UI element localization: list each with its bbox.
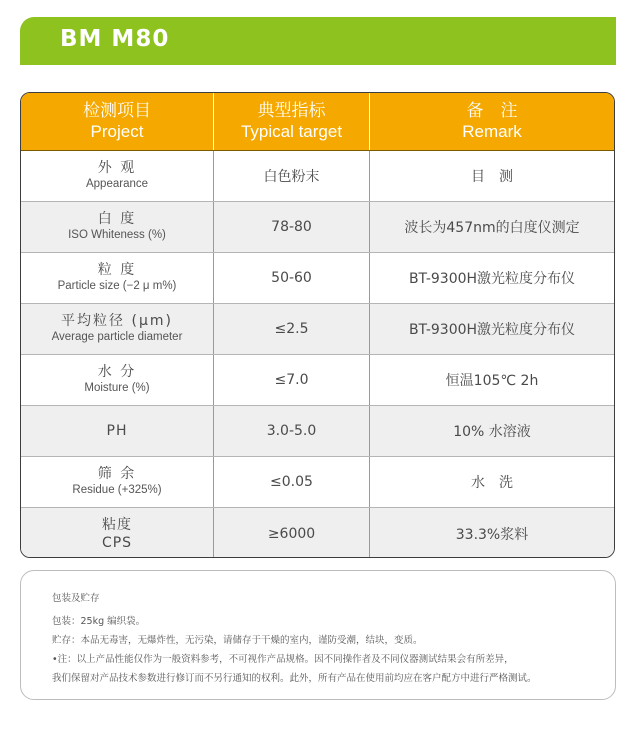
header-target [214,93,370,150]
header-target-zh: 典型指标 [257,100,326,121]
project-zh: 筛 余 [97,466,137,482]
remark-cell: 33.3%浆料 [455,526,529,543]
header-target-en: Typical target [240,121,343,141]
project-en: Average particle diameter [51,331,183,343]
remark-cell: 波长为457nm的白度仪测定 [404,220,580,236]
product-title: BM M80 [60,26,170,52]
packaging-notes [20,570,616,700]
target-cell: ≥6000 [214,508,370,558]
remark-cell: BT-9300H激光粒度分布仪 [408,271,576,287]
table-row [21,202,614,253]
project-zh: 平均粒径 (μm) [61,313,173,329]
table-row [21,457,614,508]
project-cell [21,406,214,456]
table-row [21,304,614,355]
remark-cell: BT-9300H激光粒度分布仪 [408,322,576,338]
project-en: Residue (+325%) [72,484,162,496]
header-remark-zh: 备 注 [466,100,518,121]
project-cell [21,253,214,303]
project-zh: PH [106,423,128,439]
target-cell: ≤2.5 [214,304,370,354]
project-cell [21,202,214,252]
disclaimer-line-1: •注：以上产品性能仅作为一般资料参考，不可视作产品规格。因不同操作者及不同仪器测试结果会有所差异， [52,654,514,665]
target-cell: 78-80 [214,202,370,252]
storage-text: 贮存：本品无毒害，无爆炸性，无污染，请储存于干燥的室内，谨防受潮，结块，变质。 [52,635,423,646]
project-zh: 粒 度 [97,262,137,278]
project-zh: 外 观 [97,160,137,176]
table-row [21,406,614,457]
table-row [21,253,614,304]
table-header [21,93,614,151]
spec-table [20,92,615,558]
remark-cell: 恒温105℃ 2h [445,373,539,389]
project-en: Appearance [85,178,149,190]
table-row [21,355,614,406]
project-en: ISO Whiteness (%) [68,229,166,241]
product-title-bar [20,17,616,65]
header-remark [370,93,614,150]
packaging-text: 包装：25kg 编织袋。 [52,616,146,627]
remark-cell: 目 测 [471,169,513,185]
header-remark-en: Remark [462,121,522,141]
table-row [21,508,614,558]
target-cell: 50-60 [214,253,370,303]
target-cell: ≤0.05 [214,457,370,507]
project-cell [21,355,214,405]
project-cell [21,508,214,558]
project-zh: 白 度 [97,211,137,227]
project-en: CPS [101,534,133,551]
project-cell [21,457,214,507]
table-row [21,151,614,202]
target-cell: ≤7.0 [214,355,370,405]
target-cell: 3.0-5.0 [214,406,370,456]
target-cell: 白色粉末 [214,151,370,201]
project-zh: 水 分 [97,364,137,380]
project-zh: 粘度 [102,516,132,533]
header-project [21,93,214,150]
remark-cell: 水 洗 [471,475,513,491]
header-project-zh: 检测项目 [83,100,151,121]
project-en: Moisture (%) [84,382,150,394]
project-cell [21,151,214,201]
remark-cell: 10% 水溶液 [453,424,531,440]
disclaimer-line-2: 我们保留对产品技术参数进行修订而不另行通知的权利。此外，所有产品在使用前均应在客户配方中进行严格测试。 [52,673,537,684]
header-project-en: Project [90,121,144,141]
project-cell [21,304,214,354]
project-en: Particle size (−2 μ m%) [57,280,177,292]
notes-heading: 包装及贮存 [52,593,100,604]
